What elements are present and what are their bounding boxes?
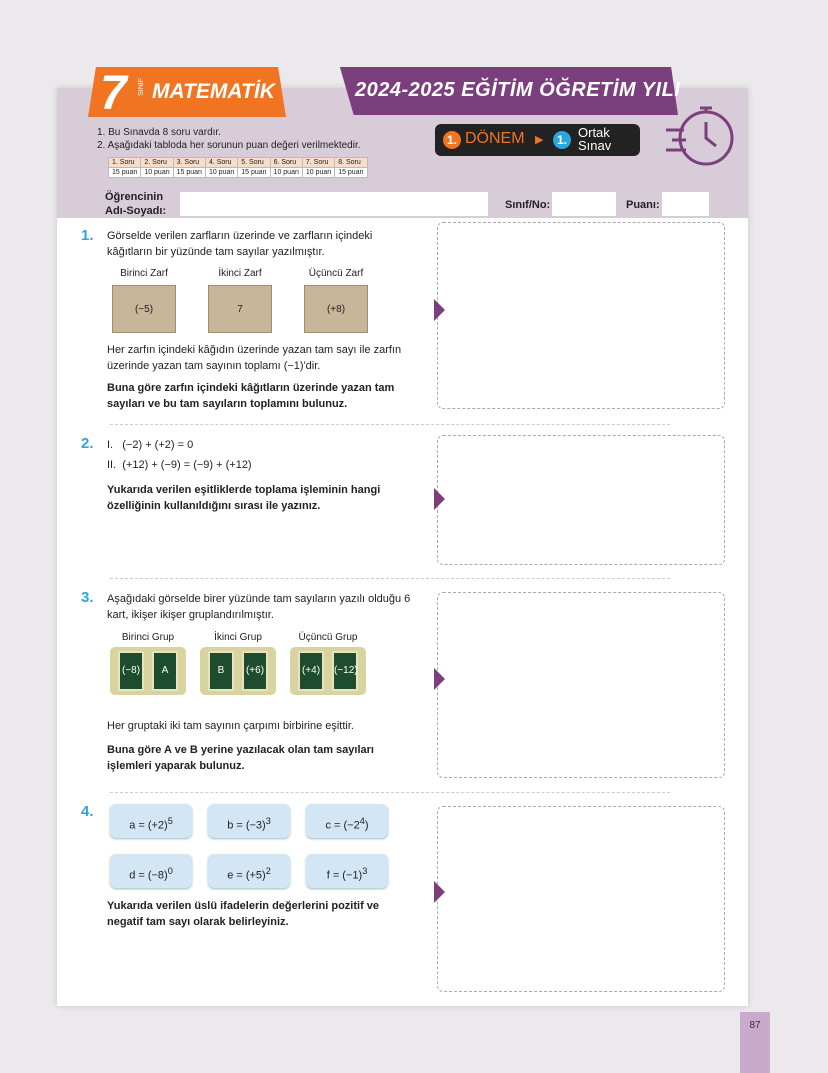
q2-answer-box[interactable]	[437, 435, 725, 565]
divider	[110, 792, 670, 793]
card: (−12)	[332, 651, 358, 691]
exam-label: Ortak Sınav	[578, 125, 612, 153]
expression-card: $a = (+2)^5$	[110, 804, 192, 838]
card: (−8)	[118, 651, 144, 691]
card-group	[110, 647, 186, 695]
expression-card: $f = (-1)^3$	[306, 854, 388, 888]
q3-text: Aşağıdaki görselde birer yüzünde tam sayıların yazılı olduğu 6 kart, ikişer ikişer gruplandırılmıştır.	[107, 593, 411, 621]
pointer-icon	[434, 881, 445, 903]
term-number: 1.	[443, 131, 461, 149]
envelope: (+8)	[304, 285, 368, 333]
envelope-label: Birinci Zarf	[120, 268, 168, 279]
q2-line1: I. (−2) + (+2) = 0	[107, 439, 194, 451]
class-label: Sınıf/No:	[505, 199, 551, 211]
envelope-label: Üçüncü Zarf	[308, 268, 364, 279]
card: B	[208, 651, 234, 691]
term-badge	[435, 124, 640, 156]
q1-text: Görselde verilen zarfların üzerinde ve zarfların içindeki kâğıtların bir yüzünde tam sayılar yazılmıştır.	[107, 230, 373, 258]
q3-question: Buna göre A ve B yerine yazılacak olan tam sayıları işlemleri yaparak bulunuz.	[107, 744, 374, 772]
card-group	[200, 647, 276, 695]
expression-card: $e = (+5)^2$	[208, 854, 290, 888]
card: A	[152, 651, 178, 691]
envelope: 7	[208, 285, 272, 333]
q1-envelopes	[112, 268, 368, 333]
group-label: İkinci Grup	[214, 632, 262, 643]
q3-number: 3.	[81, 589, 94, 606]
q1-answer-box[interactable]	[437, 222, 725, 409]
divider	[110, 424, 670, 425]
card-group	[290, 647, 366, 695]
q2-number: 2.	[81, 435, 94, 452]
group-label: Birinci Grup	[121, 632, 175, 643]
divider	[110, 578, 670, 579]
points-table: 1. Soru 2. Soru 3. Soru 4. Soru 5. Soru 6. Soru 7. Soru 8. Soru 15 puan 10 puan 15 puan 10 puan 15 puan 10 puan 10 puan 15 puan	[108, 157, 368, 178]
term-label: DÖNEM	[465, 130, 525, 147]
stopwatch-icon	[662, 100, 738, 170]
subject-title: MATEMATİK	[152, 80, 275, 103]
page-number: 87	[740, 1012, 770, 1073]
envelope-label: İkinci Zarf	[218, 268, 262, 279]
grade-label: SINIF	[138, 78, 145, 96]
card: (+4)	[298, 651, 324, 691]
student-name-field[interactable]	[180, 192, 488, 216]
pointer-icon	[434, 668, 445, 690]
card: (+6)	[242, 651, 268, 691]
grade-number: 7	[100, 67, 127, 120]
arrow-icon: ▶	[535, 134, 544, 146]
expression-card: $c = (-2^4)$	[306, 804, 388, 838]
instructions: 1. Bu Sınavda 8 soru vardır. 2. Aşağıdaki tabloda her sorunun puan değeri verilmektedir.	[97, 127, 361, 151]
q3-answer-box[interactable]	[437, 592, 725, 778]
q3-card-groups	[110, 632, 366, 695]
exam-number: 1.	[553, 131, 571, 149]
q4-question: Yukarıda verilen üslü ifadelerin değerlerini pozitif ve negatif tam sayı olarak belirleyiniz.	[107, 900, 380, 928]
pointer-icon	[434, 299, 445, 321]
q1-question: Buna göre zarfın içindeki kâğıtların üzerinde yazan tam sayıları ve bu tam sayıların toplamını bulunuz.	[107, 382, 395, 410]
group-label: Üçüncü Grup	[298, 632, 358, 643]
q2-line2: II. (+12) + (−9) = (−9) + (+12)	[107, 459, 252, 471]
class-field[interactable]	[552, 192, 616, 216]
q1-number: 1.	[81, 227, 94, 244]
year-title: 2024-2025 EĞİTİM ÖĞRETİM YILI	[355, 79, 681, 101]
pointer-icon	[434, 488, 445, 510]
score-field[interactable]	[662, 192, 709, 216]
q3-text2: Her gruptaki iki tam sayının çarpımı birbirine eşittir.	[107, 720, 354, 732]
score-label: Puanı:	[626, 199, 660, 211]
q2-question: Yukarıda verilen eşitliklerde toplama işleminin hangi özelliğinin kullanıldığını sırası ile yazınız.	[107, 484, 381, 512]
student-name-label: Öğrencinin Adı-Soyadı:	[105, 191, 167, 217]
envelope: (−5)	[112, 285, 176, 333]
expression-card: $d = (-8)^0$	[110, 854, 192, 888]
expression-card: $b = (-3)^3$	[208, 804, 290, 838]
q4-number: 4.	[81, 803, 94, 820]
q4-expressions	[110, 804, 388, 888]
q1-text2: Her zarfın içindeki kâğıdın üzerinde yazan tam sayı ile zarfın üzerinde yazan tam sayının toplamı (−1)'dir.	[107, 344, 402, 372]
q4-answer-box[interactable]	[437, 806, 725, 992]
